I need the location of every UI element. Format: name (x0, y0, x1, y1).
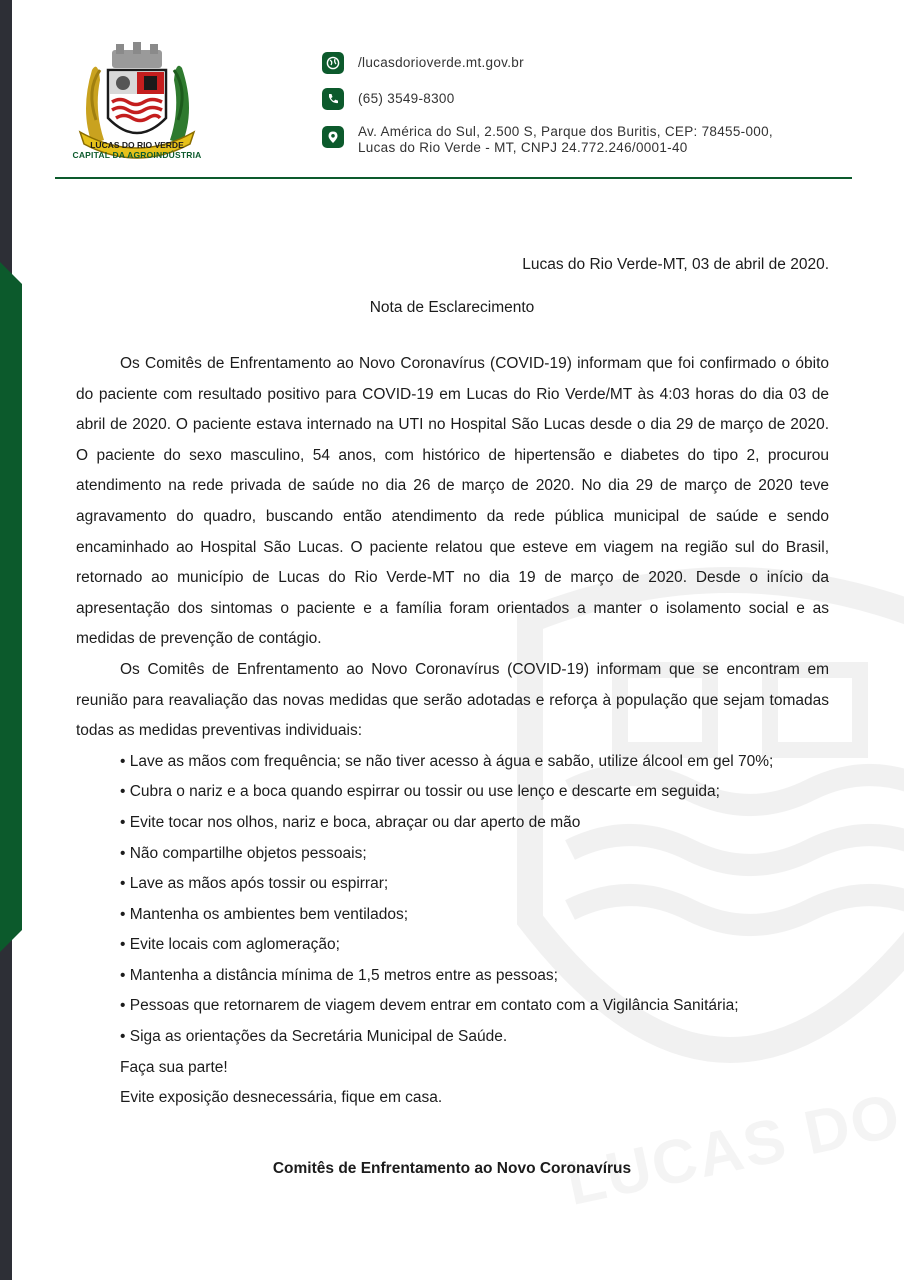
paragraph-death-confirmation: Os Comitês de Enfrentamento ao Novo Coronavírus (COVID-19) informam que foi confirmado o óbito do paciente com resultado positivo para COVID-19 em Lucas do Rio Verde/MT às 4:03 horas do dia 03 de abril de 2020. O paciente estava internado na UTI no Hospital São Lucas desde o dia 29 de março de 2020. O paciente do sexo masculino, 54 anos, com histórico de hipertensão e diabetes do tipo 2, procurou atendimento na rede privada de saúde no dia 26 de março de 2020. No dia 29 de março de 2020 teve agravamento do quadro, buscando então atendimento da rede pública municipal de saúde e sendo encaminhado ao Hospital São Lucas. O paciente relatou que esteve em viagem na região sul do Brasil, retornado ao município de Lucas do Rio Verde-MT no dia 19 de março de 2020. Desde o início da apresentação dos sintomas o paciente e a família foram orientados a manter o isolamento social e as medidas de prevenção de contágio. (76, 355, 829, 648)
closing-line-2: Evite exposição desnecessária, fique em casa. (120, 1089, 443, 1107)
left-green-band (0, 262, 22, 952)
municipal-coat-of-arms-logo (70, 40, 204, 166)
document-body (76, 349, 829, 1114)
preventive-measures-list (76, 747, 829, 1053)
list-item: • Não compartilhe objetos pessoais; (120, 844, 367, 862)
address-line-1: Av. América do Sul, 2.500 S, Parque dos Buritis, CEP: 78455-000, (358, 124, 773, 139)
address-line-2: Lucas do Rio Verde - MT, CNPJ 24.772.246/0001-40 (358, 140, 688, 155)
document-date: Lucas do Rio Verde-MT, 03 de abril de 2020. (522, 256, 829, 273)
list-item: • Lave as mãos após tossir ou espirrar; (120, 875, 389, 893)
list-item: • Evite locais com aglomeração; (120, 936, 340, 954)
list-item: • Lave as mãos com frequência; se não tiver acesso à água e sabão, utilize álcool em gel 70%; (120, 752, 774, 770)
website-link[interactable]: /lucasdorioverde.mt.gov.br (358, 55, 524, 70)
list-item: • Pessoas que retornarem de viagem devem entrar em contato com a Vigilância Sanitária; (120, 997, 739, 1015)
paragraph-preventive-measures: Os Comitês de Enfrentamento ao Novo Coronavírus (COVID-19) informam que se encontram em reunião para reavaliação das novas medidas que serão adotadas e reforça à população que sejam tomadas todas as medidas preventivas individuais: (76, 660, 829, 740)
closing-line-1: Faça sua parte! (120, 1058, 228, 1076)
location-pin-icon (322, 126, 344, 148)
globe-icon (322, 52, 344, 74)
header-divider (55, 177, 852, 179)
list-item: • Mantenha a distância mínima de 1,5 metros entre as pessoas; (120, 966, 558, 984)
logo-ribbon-text: LUCAS DO RIO VERDE (90, 140, 184, 150)
list-item: • Cubra o nariz e a boca quando espirrar ou tossir ou use lenço e descarte em seguida; (120, 783, 720, 801)
contact-address (322, 124, 773, 156)
phone-number: (65) 3549-8300 (358, 91, 455, 106)
phone-icon (322, 88, 344, 110)
contact-website (322, 52, 524, 74)
document-title: Nota de Esclarecimento (369, 299, 535, 316)
list-item: • Siga as orientações da Secretária Municipal de Saúde. (120, 1028, 508, 1046)
list-item: • Evite tocar nos olhos, nariz e boca, abraçar ou dar aperto de mão (120, 813, 581, 831)
contact-phone (322, 88, 455, 110)
document-signature: Comitês de Enfrentamento ao Novo Coronavírus (272, 1160, 632, 1177)
list-item: • Mantenha os ambientes bem ventilados; (120, 905, 409, 923)
logo-caption: CAPITAL DA AGROINDÚSTRIA (72, 150, 202, 160)
